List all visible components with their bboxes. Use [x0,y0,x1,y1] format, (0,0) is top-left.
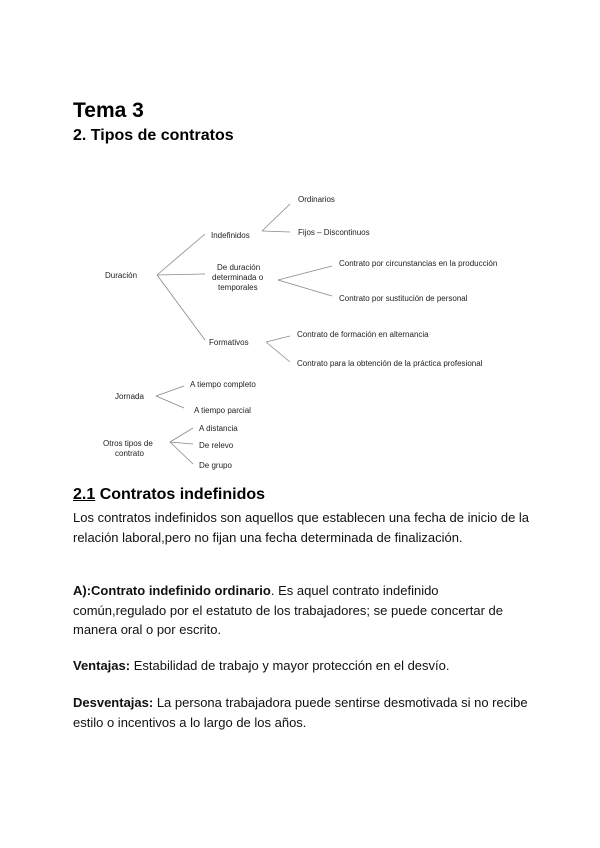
connector [278,266,332,280]
ventajas-paragraph [73,656,533,676]
desventajas-label: Desventajas: [73,695,154,710]
node-practica: Contrato para la obtención de la práctica profesional [297,359,483,368]
node-grupo: De grupo [199,461,232,470]
node-jornada: Jornada [115,392,144,401]
connector [266,342,290,362]
connector [157,275,205,340]
node-parcial: A tiempo parcial [194,406,251,415]
connector [170,442,193,444]
connector [170,442,193,464]
connector [266,336,290,342]
desventajas-paragraph [73,693,533,732]
intro-paragraph: Los contratos indefinidos son aquellos que establecen una fecha de inicio de la relación laboral,pero no fijan una fecha determinada de finalización. [73,510,530,545]
connector [262,204,290,231]
page-subtitle: 2. Tipos de contratos [73,127,234,144]
connector [278,280,332,296]
node-distancia: A distancia [199,424,238,433]
desventajas-text: La persona trabajadora puede sentirse desmotivada si no recibe estilo o incentivos a lo largo de los años. [73,695,528,730]
connector [262,231,290,232]
node-circunstancias: Contrato por circunstancias en la producción [339,259,498,268]
node-sustitucion: Contrato por sustitución de personal [339,294,468,303]
section-heading [73,486,265,504]
node-completo: A tiempo completo [190,380,256,389]
connector [157,274,205,275]
node-alternancia: Contrato de formación en alternancia [297,330,429,339]
connector [156,396,184,408]
section-title: Contratos indefinidos [99,486,266,503]
node-otros-2: contrato [115,449,144,458]
node-duracion-determinada-1: De duración [217,263,261,272]
contrato-ordinario-paragraph [73,581,533,640]
page-title: Tema 3 [73,99,144,122]
contract-types-diagram [0,180,600,480]
node-relevo: De relevo [199,441,234,450]
node-fijos: Fijos – Discontinuos [298,228,370,237]
connector [156,386,184,396]
node-ordinarios: Ordinarios [298,195,335,204]
contrato-ordinario-text: . Es aquel contrato indefinido común,regulado por el estatuto de los trabajadores; se puede concertar de manera oral o por escrito. [73,583,503,637]
node-duracion-determinada-3: temporales [218,283,258,292]
contrato-ordinario-label: A):Contrato indefinido ordinario [73,583,271,598]
node-formativos: Formativos [209,338,249,347]
connector [170,428,193,442]
node-otros-1: Otros tipos de [103,439,153,448]
node-duracion-determinada-2: determinada o [212,273,264,282]
node-indefinidos: Indefinidos [211,231,250,240]
section-number: 2.1 [73,486,96,503]
ventajas-label: Ventajas: [73,658,131,673]
node-duracion: Duración [105,271,138,280]
ventajas-text: Estabilidad de trabajo y mayor protección en el desvío. [130,658,450,673]
connector [157,234,205,275]
